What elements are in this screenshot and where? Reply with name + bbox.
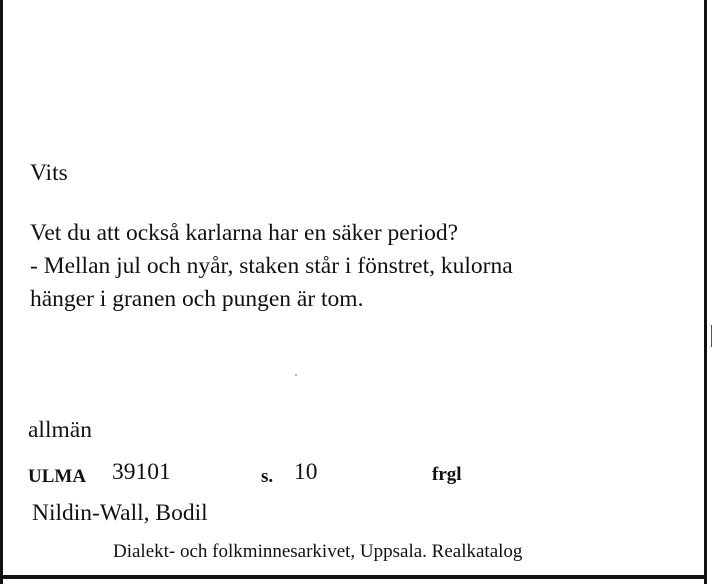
card-border-left — [0, 0, 3, 584]
type-code: frgl — [432, 464, 462, 485]
archive-number: 39101 — [112, 459, 171, 485]
joke-line: hänger i granen och pungen är tom. — [30, 286, 364, 312]
page-number: 10 — [294, 459, 318, 485]
joke-line: - Mellan jul och nyår, staken står i fönstret, kulorna — [30, 253, 513, 279]
archive-label: ULMA — [28, 466, 87, 487]
page-label: s. — [261, 466, 274, 487]
scan-edge-mark — [711, 325, 712, 347]
card-border-bottom — [0, 575, 707, 579]
card-title: Vits — [30, 160, 68, 186]
card-border-right — [704, 0, 707, 584]
record-row — [28, 459, 688, 491]
joke-line: Vet du att också karlarna har en säker period? — [30, 220, 459, 246]
collector-name: Nildin-Wall, Bodil — [32, 500, 208, 526]
category-label: allmän — [28, 417, 92, 443]
archive-footer: Dialekt- och folkminnesarkivet, Uppsala. Realkatalog — [113, 541, 523, 562]
joke-text — [30, 217, 513, 316]
scan-speck — [295, 374, 297, 376]
